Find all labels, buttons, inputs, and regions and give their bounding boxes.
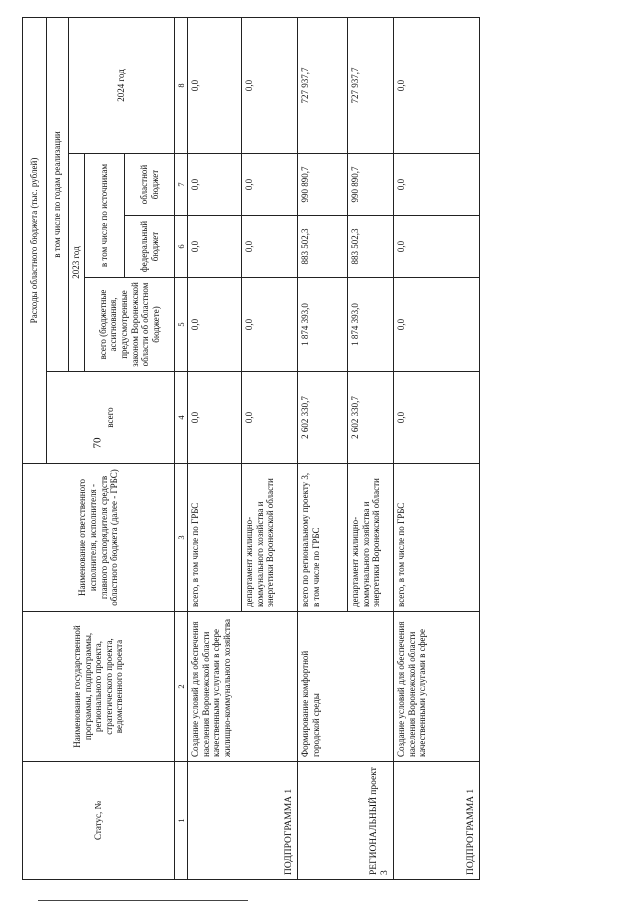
row-total: 0,0 — [242, 372, 298, 464]
row-status: ПОДПРОГРАММА 1 — [394, 762, 480, 880]
row-2023: 0,0 — [394, 278, 480, 372]
row-status: РЕГИОНАЛЬНЫЙ проект 3 — [298, 762, 394, 880]
footnote-rule — [38, 900, 248, 901]
row-federal: 883 502,3 — [348, 216, 394, 278]
col-index: 1 — [175, 762, 188, 880]
row-2024: 0,0 — [394, 17, 480, 153]
col-index: 5 — [175, 278, 188, 372]
header-federal: федеральный бюджет — [125, 216, 175, 278]
header-grbs: Наименование ответственного исполнителя, исполнителя - главного распорядителя средств областного бюджета (далее - ГРБС) — [23, 464, 175, 612]
header-total-budget: всего (бюджетные ассигнования, предусмотренные законом Воронежской области об областном бюджете) — [85, 278, 175, 372]
row-2023: 0,0 — [188, 278, 242, 372]
header-status: Статус, № — [23, 762, 175, 880]
header-regional: областной бюджет — [125, 154, 175, 216]
table-row — [188, 17, 242, 879]
row-2023: 1 874 393,0 — [348, 278, 394, 372]
row-regional: 0,0 — [242, 154, 298, 216]
row-regional: 0,0 — [188, 154, 242, 216]
header-program-name: Наименование государственной программы, подпрограммы, регионального проекта, стратегического проекта, ведомственного проекта — [23, 612, 175, 762]
row-2024: 727 937,7 — [348, 17, 394, 153]
row-grbs: всего, в том числе по ГРБС — [394, 464, 480, 612]
row-program-name: Создание условий для обеспечения населения Воронежской области качественными услугами в сфере — [394, 612, 480, 762]
column-index-row — [175, 17, 188, 879]
row-2024: 0,0 — [188, 17, 242, 153]
row-grbs: всего по региональному проекту 3, в том числе по ГРБС — [298, 464, 348, 612]
header-by-sources: в том числе по источникам — [85, 154, 125, 278]
row-grbs: департамент жилищно-коммунального хозяйства и энергетики Воронежской области — [242, 464, 298, 612]
col-index: 7 — [175, 154, 188, 216]
row-federal: 0,0 — [394, 216, 480, 278]
row-2023: 0,0 — [242, 278, 298, 372]
row-federal: 883 502,3 — [298, 216, 348, 278]
row-total: 0,0 — [188, 372, 242, 464]
header-expenses: Расходы областного бюджета (тыс. рублей) — [23, 17, 47, 463]
header-year-2024: 2024 год — [69, 17, 175, 153]
col-index: 3 — [175, 464, 188, 612]
page-number: 70 — [91, 437, 104, 449]
col-index: 6 — [175, 216, 188, 278]
row-regional: 990 890,7 — [348, 154, 394, 216]
row-2023: 1 874 393,0 — [298, 278, 348, 372]
budget-table — [22, 17, 480, 880]
col-index: 2 — [175, 612, 188, 762]
row-total: 2 602 330,7 — [298, 372, 348, 464]
row-regional: 0,0 — [394, 154, 480, 216]
row-grbs: всего, в том числе по ГРБС — [188, 464, 242, 612]
row-total: 0,0 — [394, 372, 480, 464]
row-regional: 990 890,7 — [298, 154, 348, 216]
row-grbs: департамент жилищно-коммунального хозяйства и энергетики Воронежской области — [348, 464, 394, 612]
row-2024: 0,0 — [242, 17, 298, 153]
row-total: 2 602 330,7 — [348, 372, 394, 464]
table-row — [394, 17, 480, 879]
budget-table-rotated — [22, 18, 622, 880]
row-program-name: Создание условий для обеспечения населения Воронежской области качественными услугами в сфере жилищно-коммунального хозяйства — [188, 612, 298, 762]
row-federal: 0,0 — [188, 216, 242, 278]
header-year-2023: 2023 год — [69, 154, 85, 372]
col-index: 4 — [175, 372, 188, 464]
row-status: ПОДПРОГРАММА 1 — [188, 762, 298, 880]
header-by-years: в том числе по годам реализации — [47, 17, 69, 371]
row-2024: 727 937,7 — [298, 17, 348, 153]
header-total: всего — [47, 372, 175, 464]
table-row — [298, 17, 348, 879]
row-program-name: Формирование комфортной городской среды — [298, 612, 394, 762]
col-index: 8 — [175, 17, 188, 153]
row-federal: 0,0 — [242, 216, 298, 278]
